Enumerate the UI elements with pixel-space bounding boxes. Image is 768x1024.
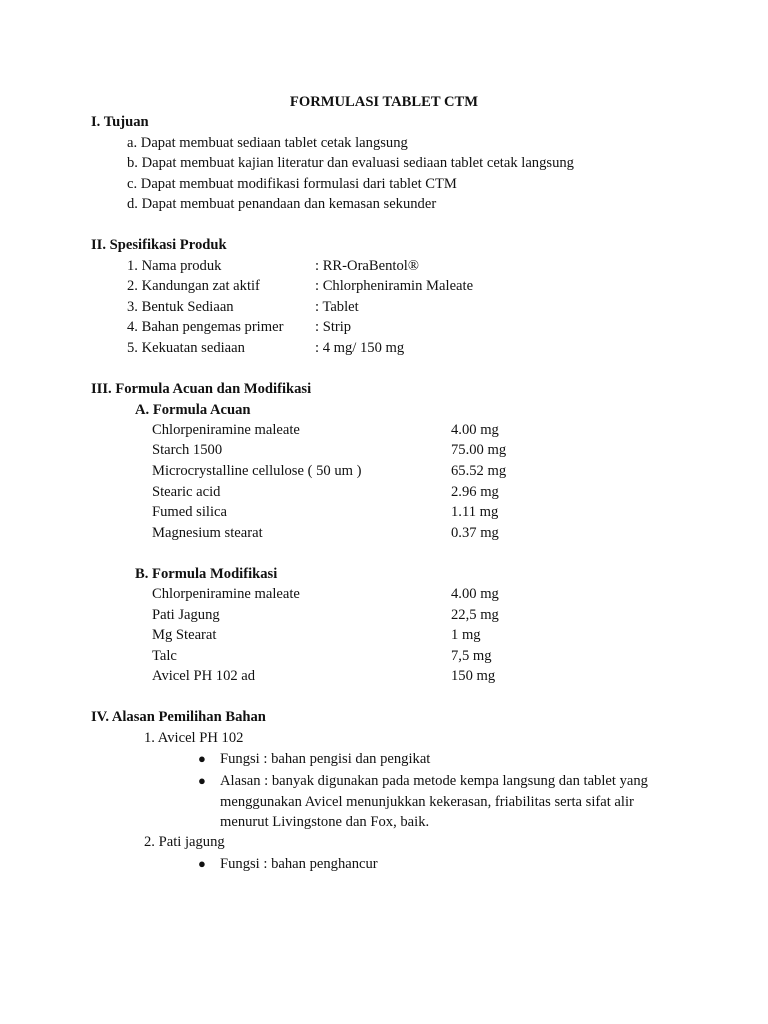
ingredient-name: Starch 1500 xyxy=(152,442,223,458)
spec-value: : Strip xyxy=(315,319,352,335)
tujuan-item-c: c. Dapat membuat modifikasi formulasi dari tablet CTM xyxy=(127,176,457,192)
alasan-item-label: 2. Pati jagung xyxy=(144,834,225,850)
subheading-formula-acuan: A. Formula Acuan xyxy=(135,402,251,418)
ingredient-name: Pati Jagung xyxy=(152,607,220,623)
ingredient-amount: 1.11 mg xyxy=(451,504,499,520)
spec-value: : Tablet xyxy=(315,299,359,315)
ingredient-amount: 1 mg xyxy=(451,627,481,643)
ingredient-amount: 65.52 mg xyxy=(451,463,507,479)
ingredient-name: Chlorpeniramine maleate xyxy=(152,586,300,602)
bullet-icon: ● xyxy=(198,751,206,766)
ingredient-amount: 2.96 mg xyxy=(451,484,499,500)
spec-value: : Chlorpheniramin Maleate xyxy=(315,278,474,294)
ingredient-amount: 22,5 mg xyxy=(451,607,499,623)
alasan-item-label: 1. Avicel PH 102 xyxy=(144,730,244,746)
ingredient-name: Avicel PH 102 ad xyxy=(152,668,256,684)
ingredient-name: Chlorpeniramine maleate xyxy=(152,422,300,438)
bullet-text: Fungsi : bahan penghancur xyxy=(220,856,378,872)
ingredient-amount: 150 mg xyxy=(451,668,496,684)
ingredient-name: Talc xyxy=(152,648,177,664)
spec-label: 1. Nama produk xyxy=(127,258,222,274)
bullet-text: Fungsi : bahan pengisi dan pengikat xyxy=(220,751,431,767)
spec-label: 4. Bahan pengemas primer xyxy=(127,319,284,335)
bullet-text-continued: menggunakan Avicel menunjukkan kekerasan, friabilitas serta sifat alir xyxy=(220,794,634,810)
tujuan-item-b: b. Dapat membuat kajian literatur dan evaluasi sediaan tablet cetak langsung xyxy=(127,155,574,171)
ingredient-name: Stearic acid xyxy=(152,484,221,500)
section-heading-tujuan: I. Tujuan xyxy=(91,114,149,130)
tujuan-item-a: a. Dapat membuat sediaan tablet cetak langsung xyxy=(127,135,408,151)
spec-label: 5. Kekuatan sediaan xyxy=(127,340,245,356)
ingredient-amount: 4.00 mg xyxy=(451,586,499,602)
ingredient-amount: 75.00 mg xyxy=(451,442,507,458)
ingredient-amount: 0.37 mg xyxy=(451,525,499,541)
spec-label: 3. Bentuk Sediaan xyxy=(127,299,234,315)
bullet-text: Alasan : banyak digunakan pada metode kempa langsung dan tablet yang xyxy=(220,773,648,789)
ingredient-name: Mg Stearat xyxy=(152,627,217,643)
bullet-icon: ● xyxy=(198,856,206,871)
ingredient-amount: 4.00 mg xyxy=(451,422,499,438)
section-heading-spesifikasi: II. Spesifikasi Produk xyxy=(91,237,227,253)
section-heading-formula: III. Formula Acuan dan Modifikasi xyxy=(91,381,312,397)
bullet-icon: ● xyxy=(198,773,206,788)
document-title: FORMULASI TABLET CTM xyxy=(289,94,479,110)
ingredient-name: Magnesium stearat xyxy=(152,525,263,541)
spec-label: 2. Kandungan zat aktif xyxy=(127,278,260,294)
ingredient-name: Fumed silica xyxy=(152,504,227,520)
spec-value: : 4 mg/ 150 mg xyxy=(315,340,405,356)
bullet-text-continued: menurut Livingstone dan Fox, baik. xyxy=(220,814,430,830)
ingredient-name: Microcrystalline cellulose ( 50 um ) xyxy=(152,463,362,479)
subheading-formula-modifikasi: B. Formula Modifikasi xyxy=(135,566,278,582)
tujuan-item-d: d. Dapat membuat penandaan dan kemasan sekunder xyxy=(127,196,437,212)
section-heading-alasan: IV. Alasan Pemilihan Bahan xyxy=(91,709,266,725)
ingredient-amount: 7,5 mg xyxy=(451,648,492,664)
spec-value: : RR-OraBentol® xyxy=(315,258,419,274)
